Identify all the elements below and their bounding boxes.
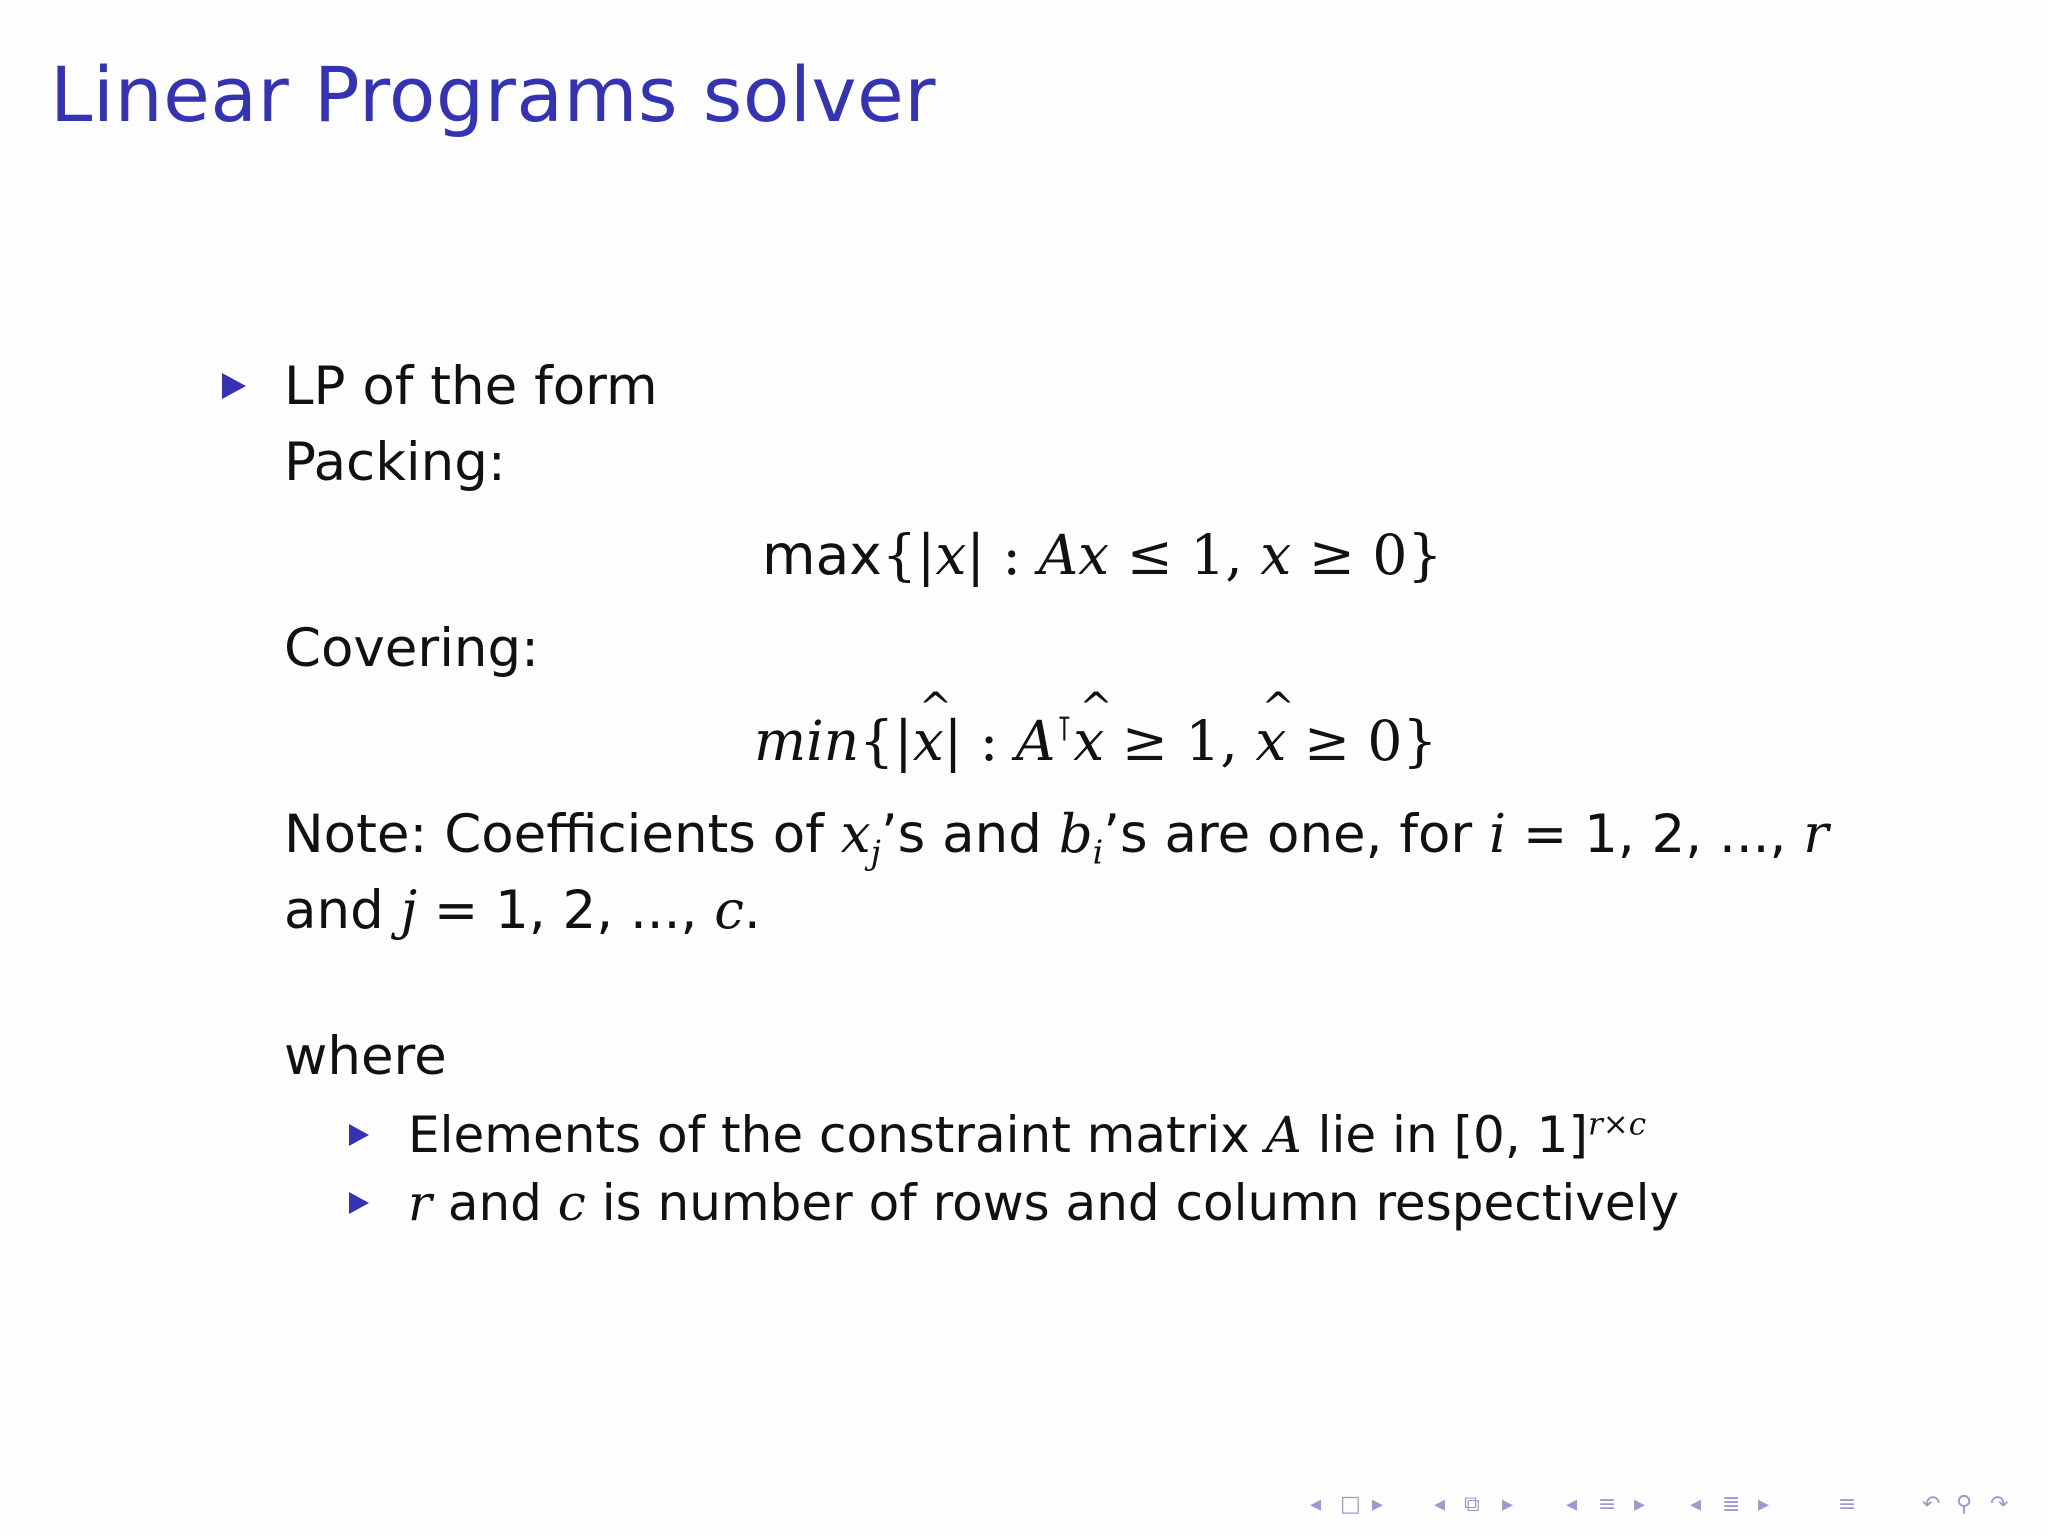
slide-title: Linear Programs solver [50,50,936,139]
frame-icon[interactable]: □ [1340,1492,1361,1517]
nav-prev-subsection-icon[interactable]: ◂ [1434,1492,1446,1517]
note-line-1: Note: Coefficients of $x_j’s$ and $b_i’s$ are one, for i = 1, 2, ..., r [284,804,1829,872]
where-label: where [284,1026,447,1087]
sub-bullet-2: r and c is number of rows and column respectively [408,1174,1680,1232]
packing-label: Packing: [284,432,506,493]
nav-prev-frame-icon[interactable]: ◂ [1310,1492,1322,1517]
search-back-icon[interactable]: ↶ [1922,1492,1941,1517]
search-forward-icon[interactable]: ↷ [1990,1492,2009,1517]
covering-formula: min{|^ x| : A⊺^ x ≥ 1, ^ x ≥ 0} [754,714,1437,769]
toc-icon[interactable]: ≡ [1838,1492,1857,1517]
packing-formula: max{|x| : Ax ≤ 1, x ≥ 0} [762,523,1443,587]
section-icon[interactable]: ≡ [1598,1492,1617,1517]
nav-prev-doc-icon[interactable]: ◂ [1690,1492,1702,1517]
sub-bullet-icon [349,1192,369,1214]
navigation-bar [1310,1488,2040,1522]
nav-next-doc-icon[interactable]: ▸ [1758,1492,1770,1517]
sub-bullet-1: Elements of the constraint matrix A lie in [0, 1]$^{r\times c}$ [408,1106,1647,1164]
nav-prev-section-icon[interactable]: ◂ [1566,1492,1578,1517]
nav-next-frame-icon[interactable]: ▸ [1372,1492,1384,1517]
note-line-2: and j = 1, 2, ..., c. [284,880,761,941]
document-icon[interactable]: ≣ [1722,1492,1741,1517]
bullet-main-text: LP of the form [284,356,658,417]
subsection-icon[interactable]: ⧉ [1464,1492,1480,1517]
covering-label: Covering: [284,618,540,679]
main-bullet-icon [222,373,246,399]
nav-next-section-icon[interactable]: ▸ [1634,1492,1646,1517]
nav-next-subsection-icon[interactable]: ▸ [1502,1492,1514,1517]
search-icon[interactable]: ⚲ [1956,1492,1973,1517]
sub-bullet-icon [349,1124,369,1146]
